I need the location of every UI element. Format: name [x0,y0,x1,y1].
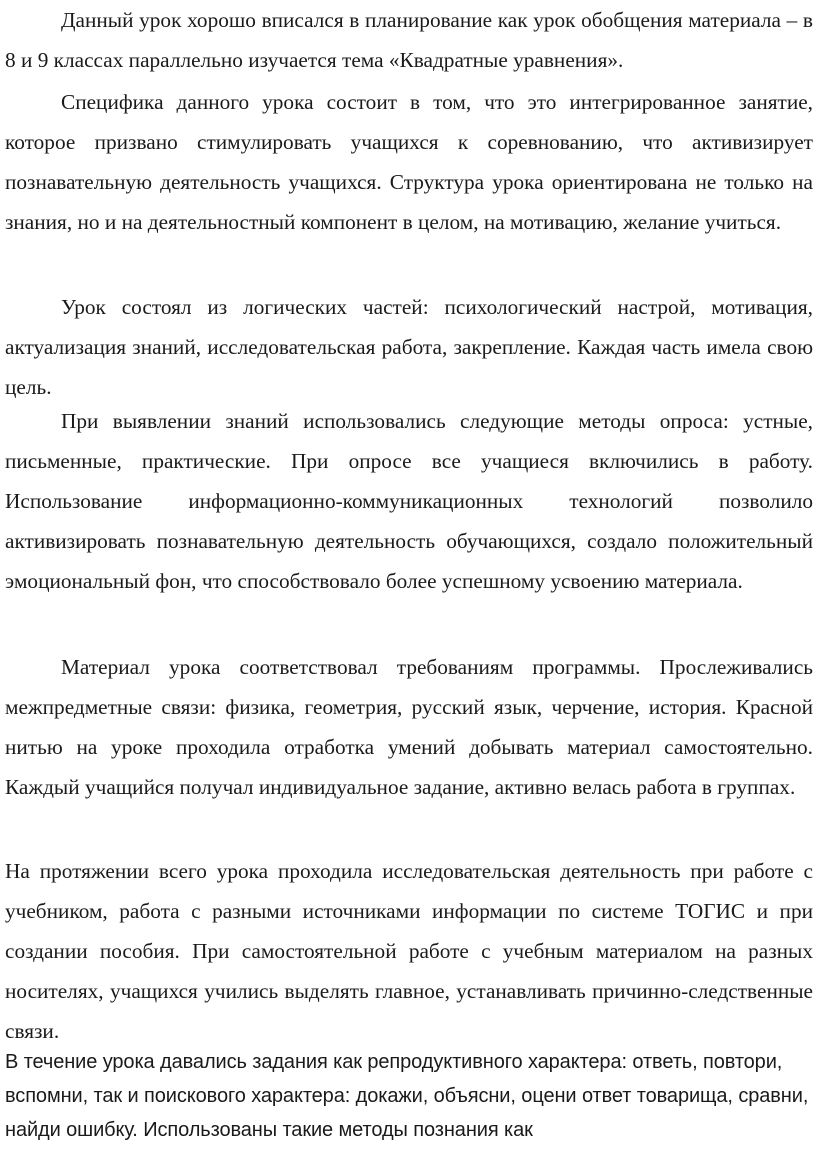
paragraph-task-types: В течение урока давались задания как репродуктивного характера: ответь, повтори, вспомни, так и поискового характера: докажи, объясни, оцени ответ товарища, сравни, найди ошибку. Использованы такие методы познания как [5,1051,809,1141]
paragraph-lesson-specifics: Специфика данного урока состоит в том, что это интегрированное занятие, которое призвано стимулировать учащихся к соревнованию, что активизирует познавательную деятельность учащихся. Структура урока ориентирована не только на знания, но и на деятельностный компонент в целом, на мотивацию, желание учиться. [5,90,813,234]
paragraph-program-requirements: Материал урока соответствовал требованиям программы. Прослеживались межпредметные связи: физика, геометрия, русский язык, черчение, история. Красной нитью на уроке проходила отработка умений добывать материал самостоятельно. Каждый учащийся получал индивидуальное задание, активно велась работа в группах. [5,655,813,799]
paragraph-survey-methods: При выявлении знаний использовались следующие методы опроса: устные, письменные, практические. При опросе все учащиеся включились в работу. Использование информационно-коммуникационных технологий позволило активизировать познавательную деятельность обучающихся, создало положительный эмоциональный фон, что способствовало более успешному усвоению материала. [5,409,813,593]
paragraph-research-activity: На протяжении всего урока проходила исследовательская деятельность при работе с учебником, работа с разными источниками информации по системе ТОГИС и при создании пособия. При самостоятельной работе с учебным материалом на разных носителях, учащихся учились выделять главное, устанавливать причинно-следственные связи. [5,859,813,1043]
paragraph-lesson-structure: Урок состоял из логических частей: психологический настрой, мотивация, актуализация знаний, исследовательская работа, закрепление. Каждая часть имела свою цель. [5,295,813,399]
paragraph-lesson-planning: Данный урок хорошо вписался в планирование как урок обобщения материала – в 8 и 9 классах параллельно изучается тема «Квадратные уравнения». [5,8,813,72]
